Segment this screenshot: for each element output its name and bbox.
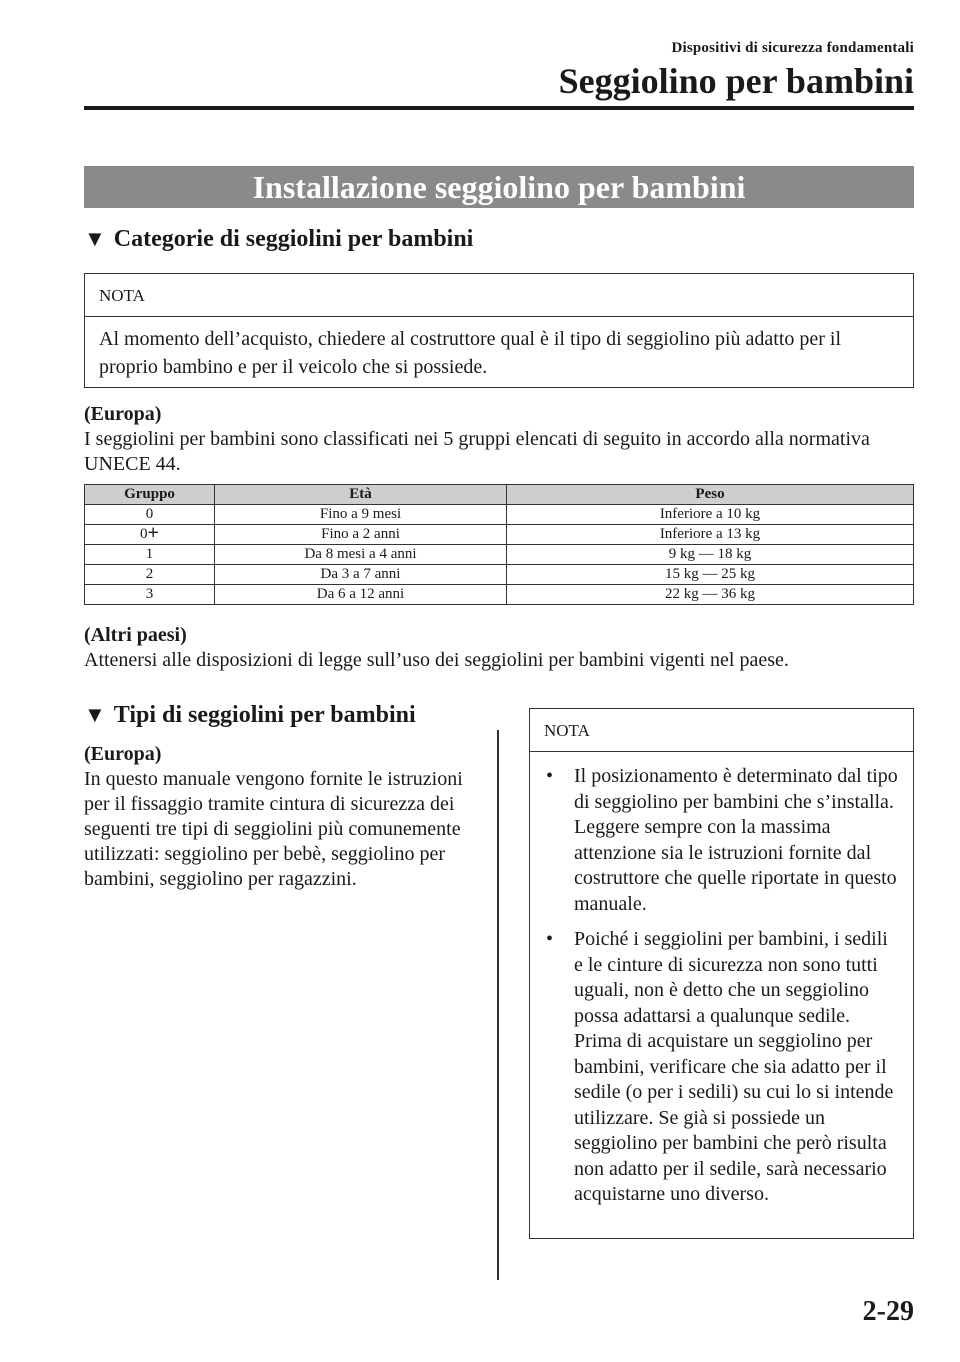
table-cell: Inferiore a 13 kg bbox=[507, 525, 914, 545]
other-countries-paragraph bbox=[84, 623, 924, 673]
table-cell: Fino a 2 anni bbox=[215, 525, 507, 545]
table-row bbox=[85, 585, 914, 605]
table-row bbox=[85, 545, 914, 565]
bullet-text: Il posizionamento è determinato dal tipo di seggiolino per bambini che s’installa. Leggere sempre con la massima attenzione sia le istruzioni fornite dal costruttore che quelle riportate in questo manuale. bbox=[574, 765, 898, 915]
section-title: Seggiolino per bambini bbox=[558, 61, 914, 101]
europe-label: (Europa) bbox=[84, 743, 162, 765]
group-table bbox=[84, 484, 914, 605]
table-cell: 9 kg — 18 kg bbox=[507, 545, 914, 565]
other-label: (Altri paesi) bbox=[84, 624, 187, 646]
table-header: Peso bbox=[507, 485, 914, 505]
table-cell: 15 kg — 25 kg bbox=[507, 565, 914, 585]
heading-text: Categorie di seggiolini per bambini bbox=[113, 226, 474, 252]
topic-banner: Installazione seggiolino per bambini bbox=[84, 166, 914, 208]
group-value: 0 bbox=[140, 526, 148, 542]
list-item bbox=[544, 764, 899, 917]
page-number: 2-29 bbox=[862, 1296, 914, 1327]
bullet-dot-icon: • bbox=[546, 928, 554, 950]
list-item bbox=[544, 927, 899, 1208]
table-cell bbox=[85, 522, 215, 545]
note-text: Al momento dell’acquisto, chiedere al costruttore qual è il tipo di seggiolino più adatto per il proprio bambino e per il veicolo che si possiede. bbox=[99, 328, 842, 378]
table-cell: 3 bbox=[85, 585, 215, 605]
section-heading-categories bbox=[84, 226, 473, 253]
table-cell: Da 6 a 12 anni bbox=[215, 585, 507, 605]
triangle-bullet-icon: ▼ bbox=[84, 226, 106, 251]
bullet-text: Poiché i seggiolini per bambini, i sedili e le cinture di sicurezza non sono tutti uguali, non è detto che un seggiolino possa adattarsi a qualunque sedile. Prima di acquistare un seggiolino per bambini, verificare che sia adatto per il sedile (o per i sedili) su cui lo si intende utilizzare. Se già si possiede un seggiolino per bambini che però risulta non adatto per il sedile, sarà necessario acquistarne uno diverso. bbox=[574, 928, 894, 1205]
table-cell: 22 kg — 36 kg bbox=[507, 585, 914, 605]
heading-text: Tipi di seggiolini per bambini bbox=[113, 702, 416, 728]
chapter-title: Dispositivi di sicurezza fondamentali bbox=[671, 40, 914, 56]
triangle-bullet-icon: ▼ bbox=[84, 702, 106, 727]
note-box bbox=[84, 273, 914, 388]
europe-label: (Europa) bbox=[84, 403, 162, 425]
table-cell: 0 bbox=[85, 505, 215, 525]
note-label: NOTA bbox=[530, 709, 913, 752]
table-row bbox=[85, 525, 914, 545]
note-bullet-list bbox=[544, 764, 899, 1208]
table-header: Gruppo bbox=[85, 485, 215, 505]
plus-icon: + bbox=[147, 522, 159, 544]
table-row bbox=[85, 565, 914, 585]
types-paragraph bbox=[84, 742, 464, 892]
table-cell: Da 3 a 7 anni bbox=[215, 565, 507, 585]
europe-text: I seggiolini per bambini sono classificati nei 5 gruppi elencati di seguito in accordo alla normativa UNECE 44. bbox=[84, 428, 870, 475]
table-cell: Inferiore a 10 kg bbox=[507, 505, 914, 525]
note-box-types bbox=[529, 708, 914, 1239]
types-text: In questo manuale vengono fornite le istruzioni per il fissaggio tramite cintura di sicurezza dei seguenti tre tipi di seggiolini più comunemente utilizzati: seggiolino per bebè, seggiolino per bambini, seggiolino per ragazzini. bbox=[84, 768, 463, 890]
table-cell: Fino a 9 mesi bbox=[215, 505, 507, 525]
section-heading-types bbox=[84, 702, 416, 729]
table-cell: 2 bbox=[85, 565, 215, 585]
note-label: NOTA bbox=[85, 274, 913, 317]
europe-paragraph bbox=[84, 402, 914, 477]
bullet-dot-icon: • bbox=[546, 765, 554, 787]
table-header: Età bbox=[215, 485, 507, 505]
table-cell: 1 bbox=[85, 545, 215, 565]
note-body bbox=[530, 752, 913, 1228]
header-rule bbox=[84, 106, 914, 110]
table-row bbox=[85, 505, 914, 525]
table-header-row bbox=[85, 485, 914, 505]
other-text: Attenersi alle disposizioni di legge sull’uso dei seggiolini per bambini vigenti nel paese. bbox=[84, 649, 789, 671]
table-cell: Da 8 mesi a 4 anni bbox=[215, 545, 507, 565]
column-divider bbox=[497, 730, 499, 1280]
